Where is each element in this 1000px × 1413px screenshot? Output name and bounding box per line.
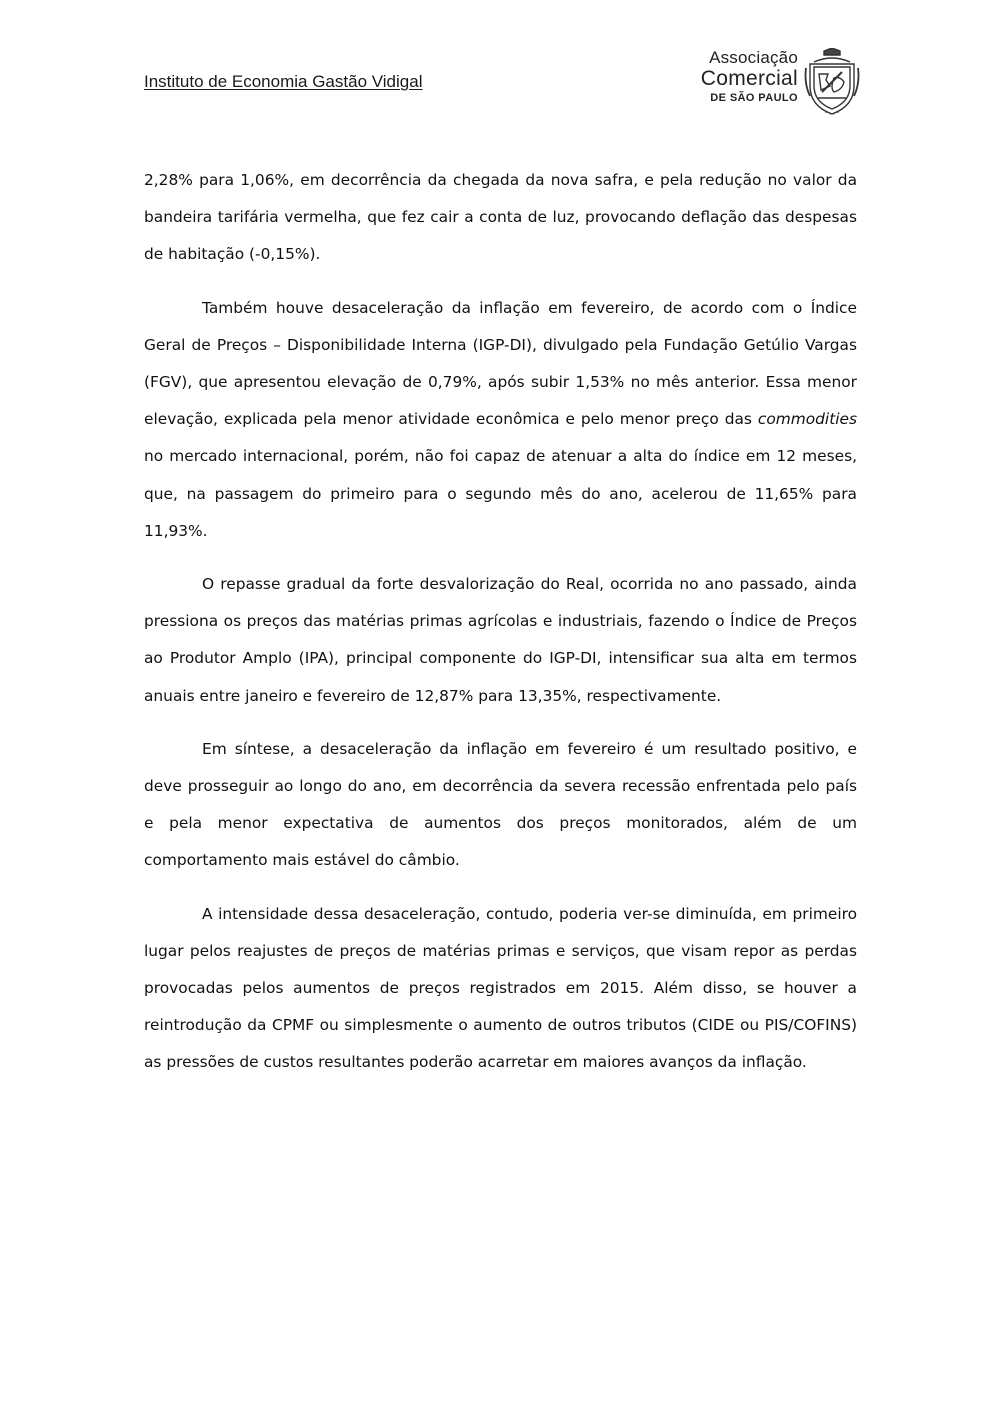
logo-line-associacao: Associação [709, 48, 798, 67]
paragraph-2 [144, 290, 857, 550]
paragraph-2-emphasis: commodities [757, 410, 857, 429]
paragraph-2-part-b: no mercado internacional, porém, não foi capaz de atenuar a alta do índice em 12 meses, que, na passagem do primeiro para o segundo mês do ano, acelerou de 11,65% para 11,93%. [144, 447, 857, 540]
logo-text [688, 48, 798, 106]
logo-line-comercial: Comercial [700, 67, 798, 90]
paragraph-3: O repasse gradual da forte desvalorização do Real, ocorrida no ano passado, ainda pressiona os preços das matérias primas agrícolas e industriais, fazendo o Índice de Preços ao Produtor Amplo (IPA), principal componente do IGP-DI, intensificar sua alta em termos anuais entre janeiro e fevereiro de 12,87% para 13,35%, respectivamente. [144, 575, 857, 705]
acsp-seal-icon [804, 48, 860, 116]
paragraph-1: 2,28% para 1,06%, em decorrência da chegada da nova safra, e pela redução no valor da bandeira tarifária vermelha, que fez cair a conta de luz, provocando deflação das despesas de habitação (-0,15%). [144, 171, 857, 264]
logo-line-sao-paulo: DE SÃO PAULO [710, 92, 798, 104]
paragraph-2-part-a: Também houve desaceleração da inflação em fevereiro, de acordo com o Índice Geral de Preços – Disponibilidade Interna (IGP-DI), divulgado pela Fundação Getúlio Vargas (FGV), que apresentou elevação de 0,79%, após subir 1,53% no mês anterior. Essa menor elevação, explicada pela menor atividade econômica e pelo menor preço das [144, 298, 857, 429]
document-body [144, 162, 857, 1098]
acsp-logo [688, 48, 868, 118]
header-title: Instituto de Economia Gastão Vidigal [144, 72, 423, 91]
paragraph-5: A intensidade dessa desaceleração, contudo, poderia ver-se diminuída, em primeiro lugar pelos reajustes de preços de matérias primas e serviços, que visam repor as perdas provocadas pelos aumentos de preços registrados em 2015. Além disso, se houver a reintrodução da CPMF ou simplesmente o aumento de outros tributos (CIDE ou PIS/COFINS) as pressões de custos resultantes poderão acarretar em maiores avanços da inflação. [144, 904, 857, 1072]
paragraph-4: Em síntese, a desaceleração da inflação em fevereiro é um resultado positivo, e deve prosseguir ao longo do ano, em decorrência da severa recessão enfrentada pelo país e pela menor expectativa de aumentos dos preços monitorados, além de um comportamento mais estável do câmbio. [144, 739, 857, 870]
